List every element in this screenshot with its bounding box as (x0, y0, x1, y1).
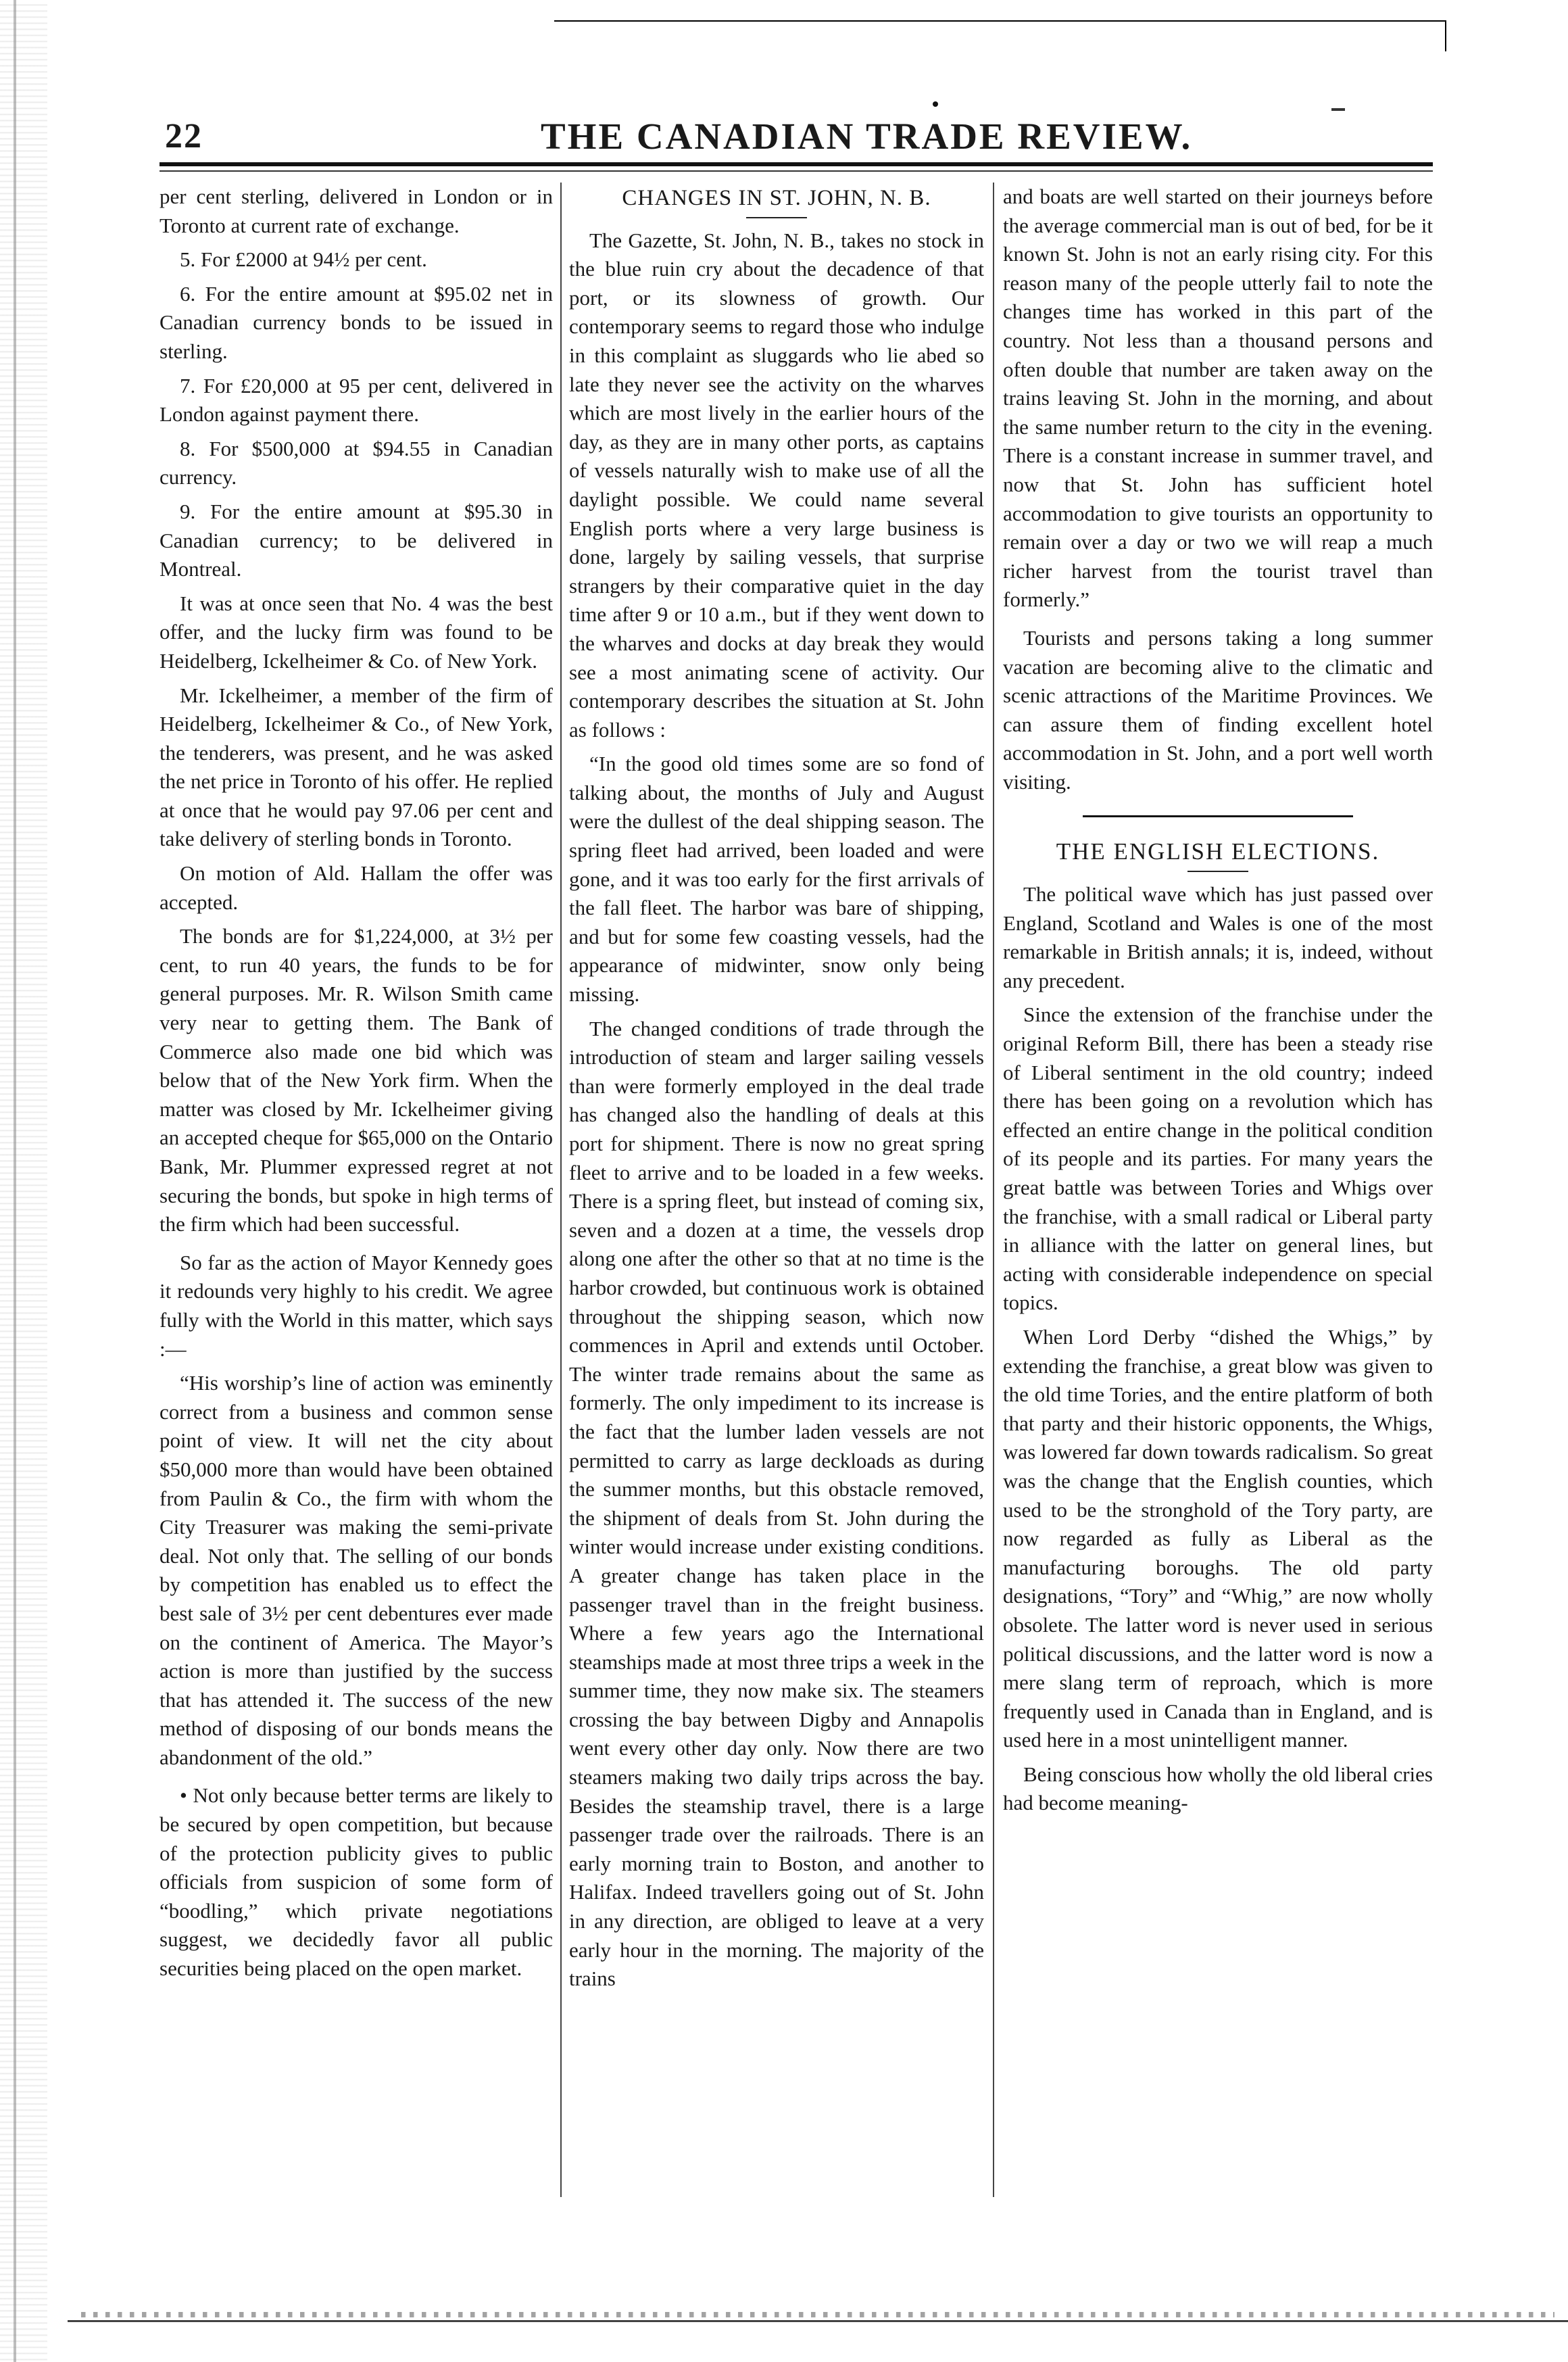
heading-rule (746, 217, 807, 218)
article-paragraph: The changed conditions of trade through the introduction of steam and larger sailing vessels than were formerly employed in the deal trade has changed also the handling of deals at this port for shipment. There is now no great spring fleet to arrive and to be loaded in a few weeks. There is a spring fleet, but instead of coming six, seven and a dozen at a time, the vessels drop along one after the other so that at no time is the harbor crowded, but continuous work is obtained throughout the shipping season, which now commences in April and extends until October. The winter trade remains about the same as formerly. The only impediment to its increase is the fact that the lumber laden vessels are not permitted to carry as large deckloads as during the summer months, but this obstacle removed, the shipment of deals from St. John during the winter would increase under existing conditions. A greater change has taken place in the passenger travel than in the freight business. Where a few years ago the International steamships made at most three trips a week in the summer time, they now make six. The steamers crossing the bay between Digby and Annapolis went every other day only. Now there are two steamers making two daily trips across the bay. Besides the steamship travel, there is a large passenger trade over the railroads. There is an early morning train to Boston, and another to Halifax. Indeed travellers going out of St. John in any direction, are obliged to leave at a very early hour in the morning. The majority of the trains (569, 1016, 984, 1991)
header-rule-thick (160, 162, 1433, 166)
article-paragraph: Mr. Ickelheimer, a member of the firm of Heidelberg, Ickelheimer & Co., of New York, the tenderers, was present, and he was asked the net price in Toronto of his offer. He replied at once that he would pay 97.06 per cent and take delivery of sterling bonds in Toronto. (160, 683, 553, 851)
scan-frame-corner (1445, 20, 1446, 51)
article-paragraph: 9. For the entire amount at $95.30 in Canadian currency; to be delivered in Montreal. (160, 499, 553, 581)
scan-bottom-edge (54, 2285, 1568, 2359)
article-paragraph: The political wave which has just passed over England, Scotland and Wales is one of the most remarkable in British annals; it is, indeed, without any precedent. (1003, 882, 1433, 992)
column-middle (569, 183, 984, 2224)
running-title: THE CANADIAN TRADE REVIEW. (541, 116, 1193, 157)
article-paragraph: Being conscious how wholly the old liberal cries had become meaning- (1003, 1762, 1433, 1815)
article-paragraph: per cent sterling, delivered in London or in Toronto at current rate of exchange. (160, 185, 553, 237)
page-header (155, 115, 1433, 162)
article-paragraph: “His worship’s line of action was eminently correct from a business and common sense point of view. It will net the city about $50,000 more than would have been obtained from Paulin & Co., the firm with whom the City Treasurer was making the semi-private deal. Not only that. The selling of our bonds by competition has enabled us to effect the best sale of 3½ per cent debentures ever made on the continent of America. The Mayor’s action is more than justified by the success that has attended it. The success of the new method of disposing of our bonds means the abandonment of the old.” (160, 1371, 553, 1769)
heading-rule (1187, 871, 1248, 872)
article-paragraph: 8. For $500,000 at $94.55 in Canadian currency. (160, 436, 553, 489)
article-paragraph: It was at once seen that No. 4 was the best offer, and the lucky firm was found to be Heidelberg, Ickelheimer & Co. of New York. (160, 591, 553, 673)
article-paragraph: On motion of Ald. Hallam the offer was accepted. (160, 861, 553, 914)
article-paragraph: 6. For the entire amount at $95.02 net in Canadian currency bonds to be issued in sterling. (160, 281, 553, 363)
scan-dot (933, 101, 938, 107)
article-paragraph: The bonds are for $1,224,000, at 3½ per cent, to run 40 years, the funds to be for general purposes. Mr. R. Wilson Smith came very near to getting them. The Bank of Commerce also made one bid which was below that of the New York firm. When the matter was closed by Mr. Ickelheimer giving an accepted cheque for $65,000 on the Ontario Bank, Mr. Plummer expressed regret at not securing the bonds, but spoke in high terms of the firm which had been successful. (160, 924, 553, 1236)
article-heading-english-elections: THE ENGLISH ELECTIONS. (1056, 838, 1380, 865)
column-left (160, 183, 553, 2224)
article-paragraph: Tourists and persons taking a long summer vacation are becoming alive to the climatic and scenic attractions of the Maritime Provinces. We can assure them of finding excellent hotel accommodation in St. John, and a port well worth visiting. (1003, 625, 1433, 794)
article-paragraph: The Gazette, St. John, N. B., takes no stock in the blue ruin cry about the decadence of that port, or its slowness of growth. Our contemporary seems to regard those who indulge in this complaint as sluggards who lie abed so late they never see the activity on the wharves which are most lively in the earlier hours of the day, as they are in many other ports, as captains of vessels naturally wish to make use of all the daylight possible. We could name several English ports where a very large business is done, largely by sailing vessels, that surprise strangers by their comparative quiet in the day time after 9 or 10 a.m., but if they went down to the wharves and docks at day break they would see a most animating scene of activity. Our contemporary describes the situation at St. John as follows : (569, 228, 984, 742)
article-paragraph: So far as the action of Mayor Kennedy goes it redounds very highly to his credit. We agree fully with the World in this matter, which says :— (160, 1250, 553, 1361)
article-paragraph: 5. For £2000 at 94½ per cent. (180, 247, 427, 272)
article-heading-st-john: CHANGES IN ST. JOHN, N. B. (622, 186, 931, 210)
column-divider (993, 183, 994, 2197)
article-paragraph: Since the extension of the franchise under the original Reform Bill, there has been a steady rise of Liberal sentiment in the old country; indeed there has been going on a revolution which has effected an entire change in the political condition of its people and its parties. For many years the great battle was between Tories and Whigs over the franchise, with a small radical or Liberal party in alliance with the latter on general lines, but acting with considerable independence on special topics. (1003, 1003, 1433, 1315)
page-number: 22 (165, 117, 203, 155)
article-paragraph: • Not only because better terms are likely to be secured by open competition, but because of the protection publicity gives to public officials from suspicion of some form of “boodling,” which private negotiations suggest, we decidedly favor all public securities being placed on the open market. (160, 1783, 553, 1981)
scan-binding-edge (0, 0, 47, 2362)
section-rule (1083, 815, 1353, 817)
scan-line (68, 2320, 1568, 2322)
article-paragraph: “In the good old times some are so fond of talking about, the months of July and August were the dullest of the deal shipping season. The spring fleet had arrived, been loaded and were gone, and it was too early for the first arrivals of the fall fleet. The harbor was bare of shipping, and but for some few coasting vessels, had the appearance of midwinter, snow only being missing. (569, 752, 984, 1007)
scan-smudge (81, 2312, 1554, 2317)
scan-frame-line (554, 20, 1446, 22)
column-divider (560, 183, 562, 2197)
column-right (1003, 183, 1433, 2224)
article-paragraph: and boats are well started on their journeys before the average commercial man is out of bed, for be it known St. John is not an early rising city. For this reason many of the people utterly fail to note the changes time has worked in this part of the country. Not less than a thousand persons and often double that number are taken away on the trains leaving St. John in the morning, and about the same number return to the city in the evening. There is a constant increase in summer travel, and now that St. John has sufficient hotel accommodation to give tourists an opportunity to remain over a day or two we will reap a much richer harvest from the tourist travel than formerly.” (1003, 185, 1433, 612)
header-rule-thin (160, 170, 1433, 172)
article-paragraph: 7. For £20,000 at 95 per cent, delivered in London against payment there. (160, 373, 553, 427)
article-paragraph: When Lord Derby “dished the Whigs,” by extending the franchise, a great blow was given to the old time Tories, and the entire platform of both that party and their historic opponents, the Whigs, was lowered far down towards radicalism. So great was the change that the English counties, which used to be the stronghold of the Tory party, are now regarded as fully as Liberal as the manufacturing boroughs. The old party designations, “Tory” and “Whig,” are now wholly obsolete. The latter word is never used in serious political discussions, and the latter word is now a mere slang term of reproach, which is more frequently used in Canada than in England, and is used here in a most unintelligent manner. (1003, 1324, 1433, 1752)
scan-dash (1331, 108, 1345, 111)
